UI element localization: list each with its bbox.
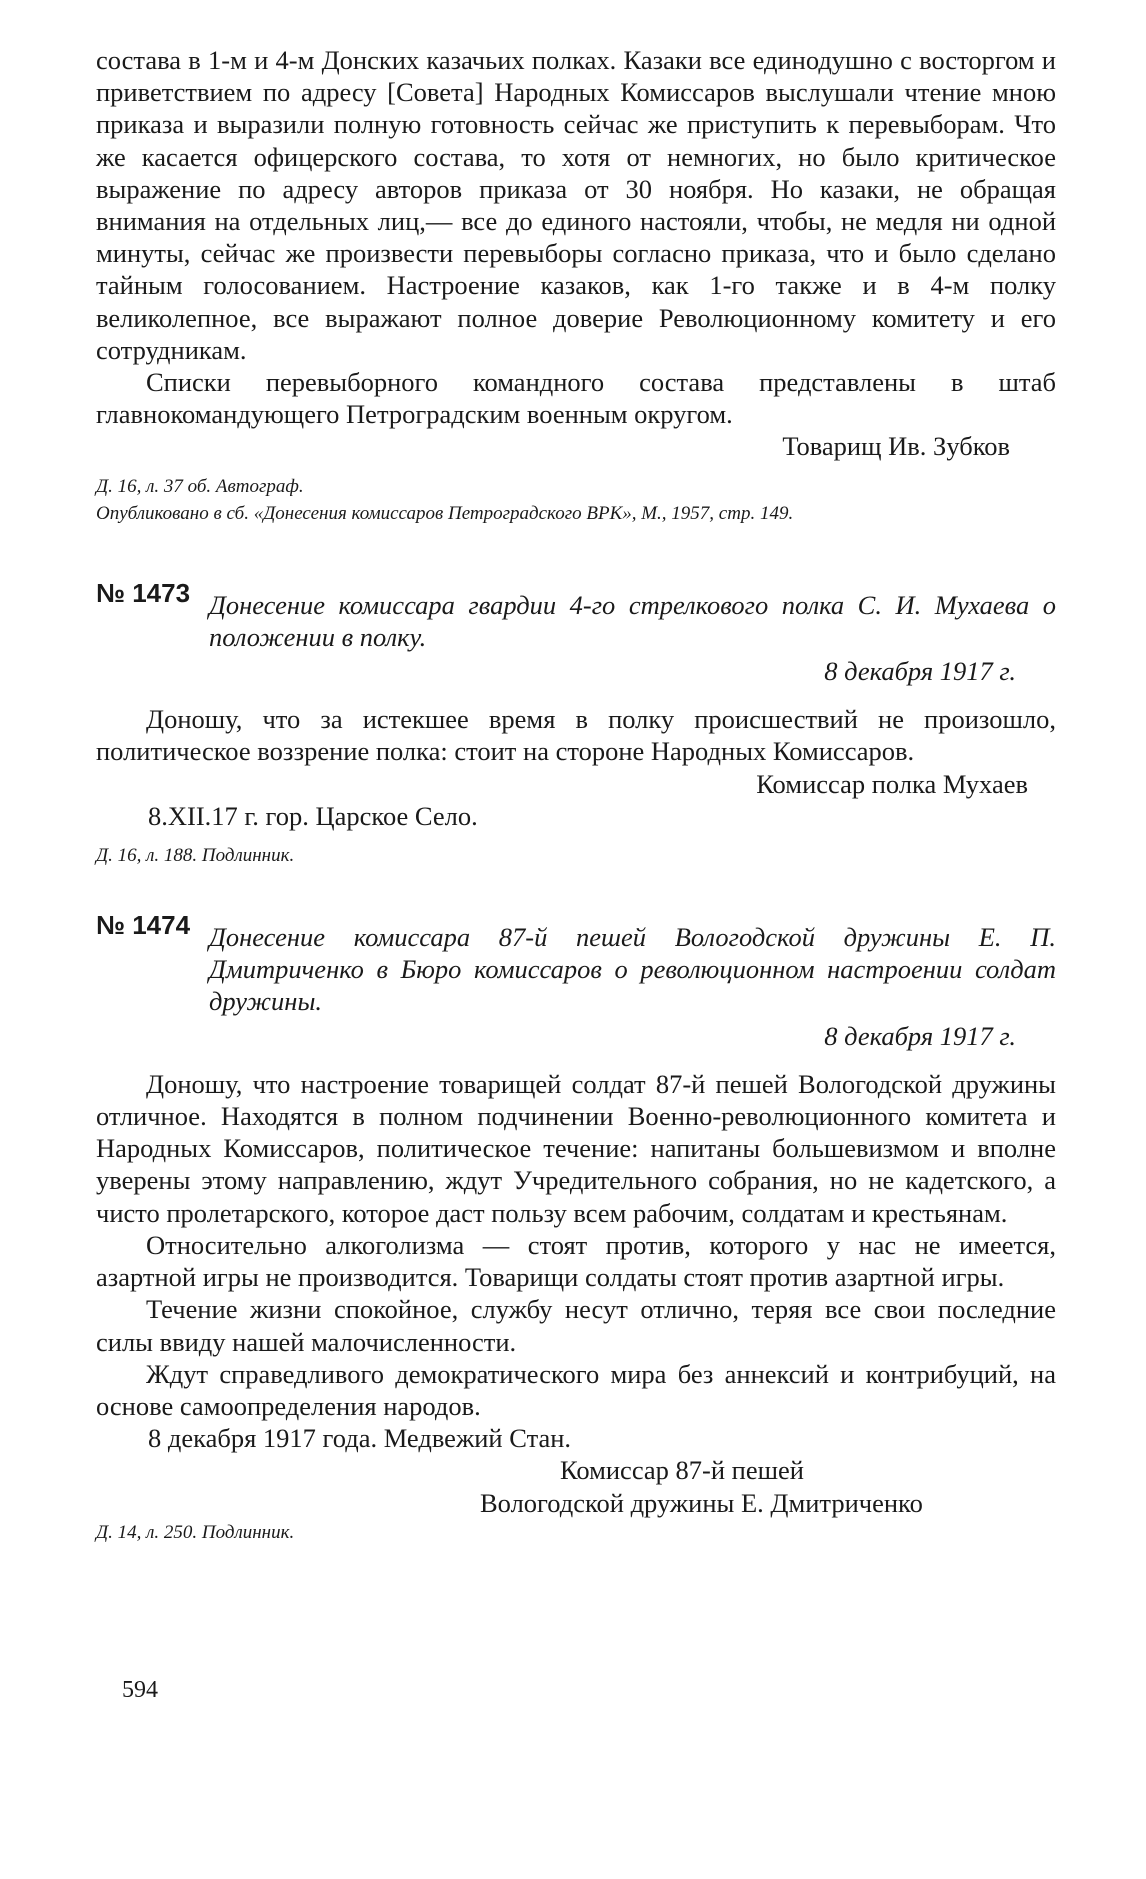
doc-1473-body: Доношу, что за истекшее время в полку происшествий не произошло, политическое воззрение полка: стоит на стороне Народных Комиссаров. — [96, 704, 1056, 767]
doc-1474-paragraph-4: Ждут справедливого демократического мира без аннексий и контрибуций, на основе самоопределения народов. — [96, 1358, 1056, 1421]
doc-1474-signature-line-1: Комиссар 87-й пешей — [560, 1455, 804, 1486]
intro-signature: Товарищ Ив. Зубков — [782, 431, 1010, 462]
doc-1474-paragraph-3: Течение жизни спокойное, службу несут отлично, теряя все свои последние силы ввиду нашей малочисленности. — [96, 1294, 1056, 1357]
doc-1473-place-date: 8.XII.17 г. гор. Царское Село. — [148, 800, 478, 831]
doc-1473-title: Донесение комиссара гвардии 4-го стрелкового полка С. И. Мухаева о положении в полку. — [209, 589, 1056, 652]
intro-source-2: Опубликовано в сб. «Донесения комиссаров Петроградского ВРК», М., 1957, стр. 149. — [96, 502, 794, 524]
doc-1474-number: № 1474 — [96, 910, 191, 941]
intro-source-1: Д. 16, л. 37 об. Автограф. — [96, 475, 304, 497]
doc-1474-paragraph-1: Доношу, что настроение товарищей солдат 87-й пешей Вологодской дружины отличное. Находятся в полном подчинении Военно-революционного комитета и Народных Комиссаров, политическое течение: напитаны большевизмом и вполне уверены этому направлению, ждут Учредительного собрания, но не кадетского, а чисто пролетарского, которое даст пользу всем рабочим, солдатам и крестьянам. — [96, 1068, 1056, 1228]
doc-1473-number: № 1473 — [96, 577, 191, 608]
doc-1473-signature: Комиссар полка Мухаев — [756, 768, 1028, 799]
doc-1474-title: Донесение комиссара 87-й пешей Вологодской дружины Е. П. Дмитриченко в Бюро комиссаров о революционном настроении солдат дружины. — [209, 922, 1056, 1017]
page-number: 594 — [122, 1677, 158, 1703]
document-page — [96, 44, 1056, 1546]
doc-1474-header — [96, 909, 1056, 1018]
doc-1474-paragraph-2: Относительно алкоголизма — стоят против, которого у нас не имеется, азартной игры не производится. Товарищи солдаты стоят против азартной игры. — [96, 1229, 1056, 1293]
doc-1473-source: Д. 16, л. 188. Подлинник. — [96, 845, 295, 867]
intro-paragraph-2: Списки перевыборного командного состава представлены в штаб главнокомандующего Петроградским военным округом. — [96, 367, 1056, 430]
doc-1473-date: 8 декабря 1917 г. — [824, 656, 1016, 687]
doc-1474-place-date: 8 декабря 1917 года. Медвежий Стан. — [148, 1423, 572, 1454]
doc-1474-signature — [480, 1454, 1056, 1518]
doc-1473-header — [96, 577, 1056, 653]
intro-paragraph-1: состава в 1-м и 4-м Донских казачьих полках. Казаки все единодушно с восторгом и приветствием по адресу [Совета] Народных Комиссаров выслушали чтение мною приказа и выразили полную готовность сейчас же приступить к перевыборам. Что же касается офицерского состава, то хотя от немногих, но было критическое выражение по адресу авторов приказа от 30 ноября. Но казаки, не обращая внимания на отдельных лиц,— все до единого настояли, чтобы, не медля ни одной минуты, сейчас же произвести перевыборы согласно приказа, что и было сделано тайным голосованием. Настроение казаков, как 1-го также и в 4-м полку великолепное, все выражают полное доверие Революционному комитету и его сотрудникам. — [96, 45, 1056, 365]
doc-1474-source: Д. 14, л. 250. Подлинник. — [96, 1521, 295, 1543]
doc-1474-signature-line-2: Вологодской дружины Е. Дмитриченко — [480, 1487, 923, 1518]
doc-1474-date: 8 декабря 1917 г. — [824, 1020, 1016, 1051]
